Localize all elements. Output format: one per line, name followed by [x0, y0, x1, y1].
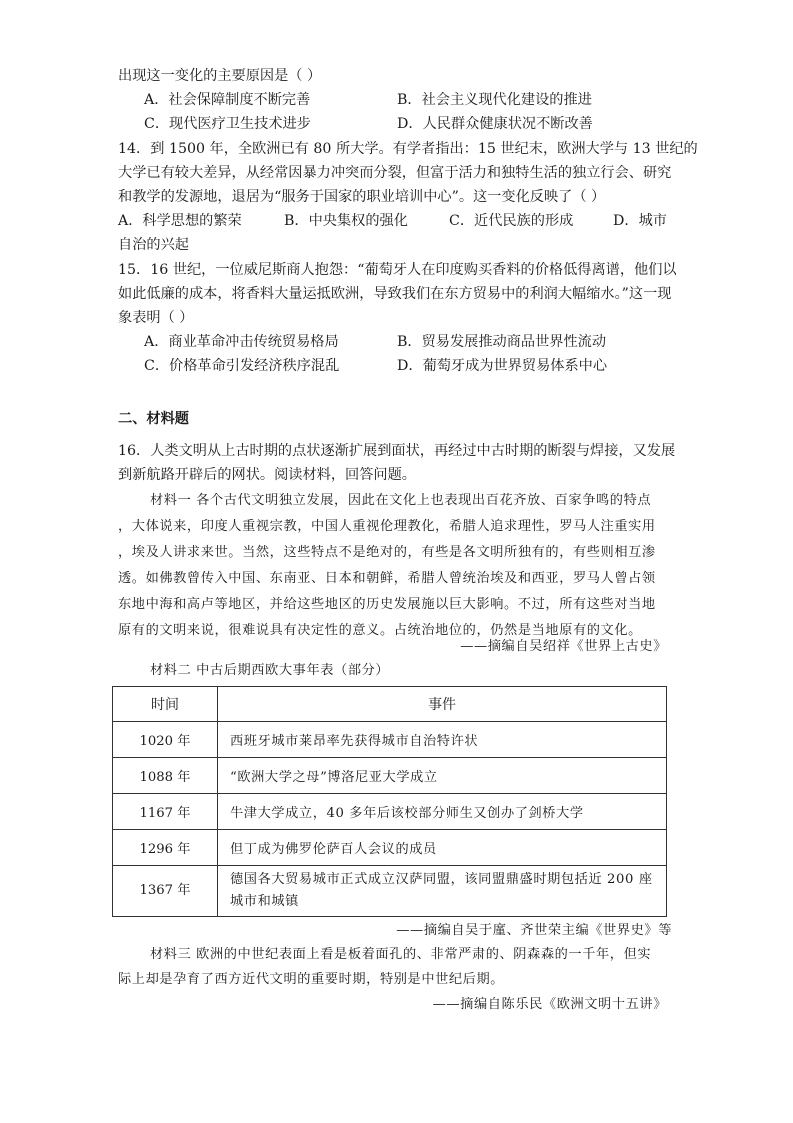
- q16-stem-line: 到新航路开辟后的网状。阅读材料，回答问题。: [118, 467, 416, 483]
- header-event: 事件: [218, 687, 667, 722]
- year-cell: 1167 年: [113, 794, 218, 830]
- event-cell: 但丁成为佛罗伦萨百人会议的成员: [218, 830, 667, 866]
- material3-line: 际上却是孕育了西方近代文明的重要时期，特别是中世纪后期。: [118, 972, 505, 987]
- year-cell: 1088 年: [113, 758, 218, 794]
- event-cell: “欧洲大学之母”博洛尼亚大学成立: [218, 758, 667, 794]
- q13-option-d: D．人民群众健康状况不断改善: [397, 116, 593, 132]
- material1-line: ，埃及人讲求来世。当然，这些特点不是绝对的，有些是各文明所独有的，有些则相互渗: [118, 545, 656, 560]
- table-row: [113, 758, 667, 794]
- event-cell-line: 德国各大贸易城市正式成立汉萨同盟，该同盟鼎盛时期包括近 200 座: [230, 872, 653, 887]
- q14-stem-line: 14．到 1500 年，全欧洲已有 80 所大学。有学者指出：15 世纪末，欧洲大学与 13 世纪的: [118, 141, 698, 157]
- material1-source: ——摘编自吴绍祥《世界上古史》: [460, 639, 667, 654]
- q14-option-a: A．科学思想的繁荣: [118, 213, 242, 229]
- q14-option-c: C．近代民族的形成: [449, 213, 574, 229]
- q15-option-b: B．贸易发展推动商品世界性流动: [397, 334, 607, 350]
- table-row: [113, 794, 667, 830]
- q15-stem-line: 如此低廉的成本，将香料大量运抵欧洲，导致我们在东方贸易中的利润大幅缩水。”这一现: [118, 286, 672, 302]
- q15-stem-line: 15．16 世纪，一位威尼斯商人抱怨：“葡萄牙人在印度购买香料的价格低得离谱，他们以: [118, 262, 677, 278]
- table-row: [113, 866, 667, 917]
- event-cell: 西班牙城市莱昂率先获得城市自治特许状: [218, 722, 667, 758]
- year-cell: 1296 年: [113, 830, 218, 866]
- material1-line: 材料一 各个古代文明独立发展，因此在文化上也表现出百花齐放、百家争鸣的特点: [150, 493, 652, 508]
- q15-option-c: C．价格革命引发经济秩序混乱: [144, 358, 340, 374]
- q13-option-a: A．社会保障制度不断完善: [144, 92, 311, 108]
- q16-stem-line: 16．人类文明从上古时期的点状逐渐扩展到面状，再经过中古时期的断裂与焊接，又发展: [118, 443, 676, 459]
- event-cell: 牛津大学成立，40 多年后该校部分师生又创办了剑桥大学: [218, 794, 667, 830]
- header-time: 时间: [113, 687, 218, 722]
- material3-source: ——摘编自陈乐民《欧洲文明十五讲》: [432, 997, 667, 1012]
- q14-stem-line: 和教学的发源地，退居为“服务于国家的职业培训中心”。这一变化反映了（ ）: [118, 189, 606, 205]
- material2-source: ——摘编自吴于廑、齐世荣主编《世界史》等: [396, 923, 672, 938]
- q13-option-b: B．社会主义现代化建设的推进: [397, 92, 592, 108]
- events-table: [112, 686, 667, 917]
- year-cell: 1020 年: [113, 722, 218, 758]
- material1-line: 东地中海和高卢等地区，并给这些地区的历史发展施以巨大影响。不过，所有这些对当地: [118, 597, 656, 612]
- q15-option-d: D．葡萄牙成为世界贸易体系中心: [397, 358, 608, 374]
- table-header-row: [113, 687, 667, 722]
- q14-option-d-continued: 自治的兴起: [118, 237, 189, 253]
- event-cell: [218, 866, 667, 917]
- material1-line: ，大体说来，印度人重视宗教，中国人重视伦理教化，希腊人追求理性，罗马人注重实用: [118, 519, 656, 534]
- table-row: [113, 722, 667, 758]
- material1-line: 透。如佛教曾传入中国、东南亚、日本和朝鲜，希腊人曾统治埃及和西亚，罗马人曾占领: [118, 571, 656, 586]
- section-title: 二、材料题: [118, 411, 189, 427]
- table-row: [113, 830, 667, 866]
- q13-option-c: C．现代医疗卫生技术进步: [144, 116, 311, 132]
- material2-title: 材料二 中古后期西欧大事年表（部分）: [150, 663, 390, 678]
- year-cell: 1367 年: [113, 866, 218, 917]
- q14-option-d: D．城市: [613, 213, 667, 229]
- q13-stem-tail: 出现这一变化的主要原因是（ ）: [118, 68, 322, 84]
- q14-option-b: B．中央集权的强化: [284, 213, 408, 229]
- q15-option-a: A．商业革命冲击传统贸易格局: [144, 334, 339, 350]
- material1-line: 原有的文明来说，很难说具有决定性的意义。占统治地位的，仍然是当地原有的文化。: [118, 623, 642, 638]
- material3-line: 材料三 欧洲的中世纪表面上看是板着面孔的、非常严肃的、阴森森的一千年，但实: [150, 947, 652, 962]
- q14-stem-line: 大学已有较大差异，从经常因暴力冲突而分裂，但富于活力和独特生活的独立行会、研究: [118, 165, 672, 181]
- q15-stem-line: 象表明（ ）: [118, 310, 194, 326]
- event-cell-line: 城市和城镇: [230, 894, 299, 909]
